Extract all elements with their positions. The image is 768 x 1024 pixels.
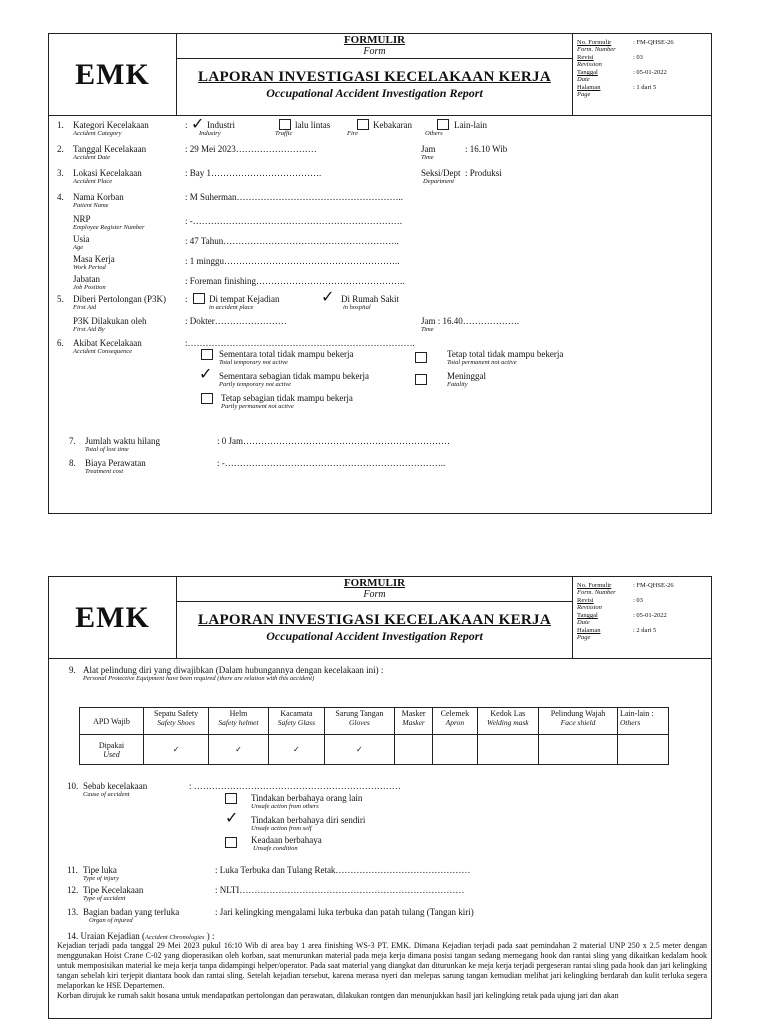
form-page-1 (48, 33, 712, 514)
nrp-value: : -……………………………………………………………. (185, 216, 402, 226)
ppe-header-cell: Helm Safety helmet (209, 708, 269, 735)
first-aid-accident-place-checkbox[interactable] (193, 293, 205, 304)
accident-place-value: : Bay 1………………………………. (185, 168, 322, 178)
form-body-2: 9. Alat pelindung diri yang diwajibkan (Dalam hubungannya dengan kecelakaan ini) : Personal Protective Equipment have been required (there are relation with this accident) APD Wajib Sepatu Safety Safety Shoes Helm Safety helmet Kacamata Safety Glass Sarung Tangan Gloves Masker Masker Celemek Apron Kedok Las Welding mask Pelindung Wajah Face shield Lain-lain : Others Dipakai Used ✓ ✓ ✓ ✓ 10. Sebab kecelakaan Cause of accident : …………………………………………………………… Tindakan berbahaya orang lain Unsafe action from others ✓ Tindakan berbahaya diri sendiri Unsafe action from self Keadaan berbahaya Unsafe condition 11. Tipe luka Type of injury : Luka Terbuka dan Tulang Retak……………………………………… 12. Tipe Kecelakaan Type of accident : NLTI………………………………………………………………… 13. Bagian badan yang terluka Organ of injured : Jari kelingking mengalami luka terbuka dan patah tulang (Tangan kiri) 14. Uraian Kejadian (Accident Chronologies ) : Kejadian terjadi pada tanggal 29 Mei 2023 pukul 16:10 Wib di area bay 1 area finishing WS-3 PT. EMK. Dimana Kejadian terjadi pada saat pemindahan 2 material UNP 250 x 2.5 meter dengan menggunakan Hoist Crane C-02 yang dioperasikan oleh korban, saat menurunkan material pada meja kerja dimana posisi tangan sedang memegang hook dan rantai sling yang dikaitkan kedalam hook untuk memposisikan material ke meja kerja tanpa didampingi helper/operator. Pada saat material yang diangkat dan diturunkan ke meja kerja terjadi pergeseran rantai sling pada hook dan jari kelingking tangan sebelah kiri terjepit diantara hook dan rantai sling. Setelah kejadian tersebut, karena merasa nyeri dan melepas sarung tangan kemudian melihat jari kelingking berdarah dan kulit terluka segera melaporkan ke HSE Departemen. Korban dirujuk ke rumah sakit hosana untuk mendapatkan pertolongan dan perawatan, dilakukan rontgen dan menunjukkan hasil jari kelingking retak pada ujung jari dan akan (48, 659, 712, 1019)
ppe-header-cell: APD Wajib (80, 708, 144, 735)
form-meta: No. Formulir Form. Number : FM-QHSE-26 Revisi Revission : 03 Tanggal Date : 05-01-2022 Halaman Page : 1 dari 5 (577, 39, 674, 98)
accident-time-value: : 16.10 Wib (465, 144, 508, 154)
company-logo: EMK (49, 34, 177, 115)
lost-time-value: : 0 Jam…………………………………………………………… (217, 436, 450, 446)
partly-permanent-checkbox[interactable] (201, 393, 213, 404)
ppe-header-cell: Pelindung Wajah Face shield (539, 708, 618, 735)
first-aid-by-value: : Dokter…………………… (185, 316, 287, 326)
industry-checkmark-icon: ✓ (191, 114, 205, 133)
ppe-table (79, 707, 669, 765)
patient-name-value: : M Suherman……………………………………………….. (185, 192, 403, 202)
unsafe-condition-checkbox[interactable] (225, 837, 237, 848)
accident-type-value: : NLTI………………………………………………………………… (215, 885, 465, 895)
others-checkbox[interactable] (437, 119, 449, 130)
ppe-label: Alat pelindung diri yang diwajibkan (Dalam hubungannya dengan kecelakaan ini) : (83, 665, 384, 675)
total-temporary-checkbox[interactable] (201, 349, 213, 360)
injured-organ-value: : Jari kelingking mengalami luka terbuka dan patah tulang (Tangan kiri) (215, 907, 474, 917)
ppe-used-cell: ✓ (268, 735, 324, 765)
partly-temporary-checkmark-icon: ✓ (199, 364, 213, 383)
fire-checkbox[interactable] (357, 119, 369, 130)
treatment-cost-value: : -……………………………………………………………….. (217, 458, 446, 468)
accident-date-value: : 29 Mei 2023……………………… (185, 144, 317, 154)
report-title: LAPORAN INVESTIGASI KECELAKAAN KERJA (198, 69, 551, 85)
ppe-used-cell (433, 735, 477, 765)
ppe-header-cell: Kedok Las Welding mask (477, 708, 539, 735)
ppe-header-cell: Lain-lain : Others (617, 708, 668, 735)
form-header (48, 33, 712, 116)
company-logo-2: EMK (49, 577, 177, 658)
ppe-used-cell (539, 735, 618, 765)
injury-type-value: : Luka Terbuka dan Tulang Retak……………………………………… (215, 865, 471, 875)
total-permanent-checkbox[interactable] (415, 352, 427, 363)
ppe-used-cell: ✓ (144, 735, 209, 765)
first-aid-time-value: Jam : 16.40………………. (421, 316, 519, 326)
ppe-header-cell: Sarung Tangan Gloves (324, 708, 394, 735)
form-page-2 (48, 576, 712, 1019)
chronology-label: 14. Uraian Kejadian (Accident Chronologies ) : (67, 931, 215, 941)
form-label-en: Form (363, 46, 386, 57)
ppe-header-cell: Sepatu Safety Safety Shoes (144, 708, 209, 735)
work-period-value: : 1 minggu………………………………………………….. (185, 256, 400, 266)
ppe-header-cell: Kacamata Safety Glass (268, 708, 324, 735)
accident-category-label: Kategori Kecelakaan (73, 120, 149, 130)
fatality-checkbox[interactable] (415, 374, 427, 385)
ppe-header-cell: Celemek Apron (433, 708, 477, 735)
form-header-2: EMK FORMULIR Form LAPORAN INVESTIGASI KECELAKAAN KERJA Occupational Accident Investigation Report No. Formulir Form. Number : FM-QHSE-26 Revisi Revission : 03 Tanggal Date : 05-01-2022 Halaman Page : 2 dari 5 (48, 576, 712, 659)
hospital-checkmark-icon: ✓ (321, 287, 335, 306)
ppe-used-label: Dipakai Used (80, 735, 144, 765)
form-label: FORMULIR (343, 34, 406, 46)
form-meta-2: No. Formulir Form. Number : FM-QHSE-26 Revisi Revission : 03 Tanggal Date : 05-01-2022 Halaman Page : 2 dari 5 (577, 582, 674, 641)
unsafe-others-checkbox[interactable] (225, 793, 237, 804)
ppe-header-cell: Masker Masker (394, 708, 432, 735)
unsafe-self-checkmark-icon: ✓ (225, 808, 239, 827)
chronology-text: Kejadian terjadi pada tanggal 29 Mei 2023 pukul 16:10 Wib di area bay 1 area finishing WS-3 PT. EMK. Dimana Kejadian terjadi pada saat pemindahan 2 material UNP 250 x 2.5 meter dengan menggunakan Hoist Crane C-02 yang dioperasikan oleh korban, saat menurunkan material pada meja kerja dimana posisi tangan sedang memegang hook dan rantai sling yang dikaitkan kedalam hook untuk memposisikan material ke meja kerja tanpa didampingi helper/operator. Pada saat material yang diangkat dan diturunkan ke meja kerja terjadi pergeseran rantai sling pada hook dan jari kelingking tangan sebelah kiri terjepit diantara hook dan rantai sling. Setelah kejadian tersebut, karena merasa nyeri dan melepas sarung tangan kemudian melihat jari kelingking berdarah dan kulit terluka segera melaporkan ke HSE Departemen. Korban dirujuk ke rumah sakit hosana untuk mendapatkan pertolongan dan perawatan, dilakukan rontgen dan menunjukkan hasil jari kelingking retak pada ujung jari dan akan (57, 941, 707, 1000)
ppe-used-cell: ✓ (209, 735, 269, 765)
traffic-checkbox[interactable] (279, 119, 291, 130)
report-title-en: Occupational Accident Investigation Report (266, 86, 483, 100)
form-body-1: 1. Kategori Kecelakaan Accident Category : ✓ Industri Industry lalu lintas Traffic Kebakaran Fire Lain-lain Others 2. Tanggal Kecelakaan Accident Date : 29 Mei 2023……………………… Jam Time : 16.10 Wib 3. Lokasi Kecelakaan Accident Place : Bay 1………………………………. Seksi/Dept Department : Produksi 4. Nama Korban Patient Name : M Suherman……………………………………………….. NRP Employee Register Number : -……………………………………………………………. Usia Age : 47 Tahun………………………………………………….. Masa Kerja Work Period : 1 minggu………………………………………………….. Jabatan Job Position : Foreman finishing………………………………………….. 5. Diberi Pertolongan (P3K) First Aid : Di tempat Kejadian in accident place ✓ Di Rumah Sakit in hospital P3K Dilakukan oleh First Aid By : Dokter…………………… Jam : 16.40………………. Time 6. Akibat Kecelakaan Accident Consequence :…………………………………………………………………. Sementara total tidak mampu bekerja Total temporary not active ✓ Sementara sebagian tidak mampu bekerja Partly temporary not active Tetap sebagian tidak mampu bekerja Partly permanent not active Tetap total tidak mampu bekerja Total permanent not active Meninggal Fatality 7. Jumlah waktu hilang Total of lost time : 0 Jam…………………………………………………………… 8. Biaya Perawatan Treatment cost : -……………………………………………………………….. (48, 116, 712, 514)
ppe-used-cell (394, 735, 432, 765)
ppe-used-cell: ✓ (324, 735, 394, 765)
ppe-used-cell (477, 735, 539, 765)
ppe-used-cell (617, 735, 668, 765)
age-value: : 47 Tahun………………………………………………….. (185, 236, 399, 246)
job-position-value: : Foreman finishing………………………………………….. (185, 276, 405, 286)
department-value: : Produksi (465, 168, 502, 178)
